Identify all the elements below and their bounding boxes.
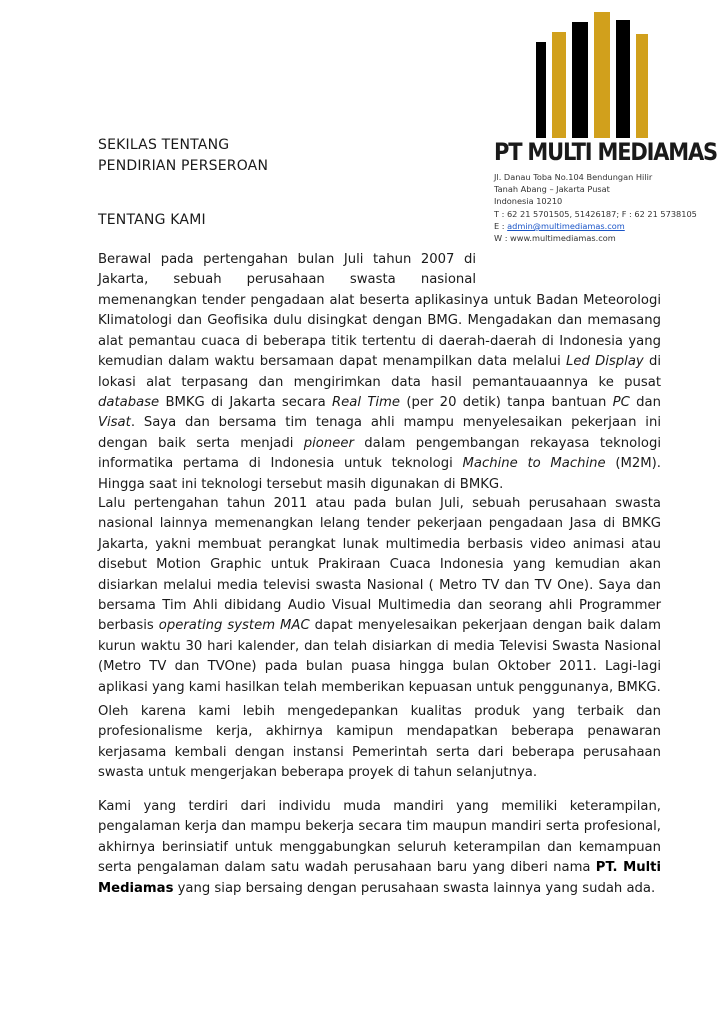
logo-bar-2	[552, 32, 566, 138]
paragraph-3: Oleh karena kami lebih mengedepankan kualitas produk yang terbaik dan profesionalisme kerja, akhirnya kamipun mendapatkan beberapa penawaran kerjasama kembali dengan instansi Pemerintah serta dari beberapa perusahaan swasta untuk mengerjakan beberapa proyek di tahun selanjutnya.	[98, 704, 661, 781]
section-heading: TENTANG KAMI	[98, 212, 206, 228]
company-logo-icon	[536, 12, 648, 138]
p1-text-c: BMKG di Jakarta secara	[159, 395, 332, 411]
p1-text-h: (M2M). Hingga saat ini teknologi tersebut masih digunakan di BMKG.	[98, 456, 661, 492]
p2-text-b: dapat menyelesaikan pekerjaan dengan baik dalam kurun waktu 30 hari kalender, dan telah disiarkan di media Televisi Swasta Nasional (Metro TV dan TVOne) pada bulan puasa hingga bulan Oktober 2011. Lagi-lagi aplikasi yang kami hasilkan telah memberikan kepuasan untuk penggunanya, BMKG.	[98, 618, 661, 695]
paragraph-1-intro	[98, 250, 476, 291]
address-line-2: Tanah Abang – Jakarta Pusat	[494, 184, 610, 195]
email-prefix: E :	[494, 220, 508, 231]
page-title	[98, 135, 268, 177]
logo-bar-5	[616, 20, 630, 138]
p1-italic-database: database	[98, 395, 160, 411]
p1-italic-real-time: Real Time	[331, 395, 400, 411]
intro-line-1: Berawal pada pertengahan bulan Juli tahun 2007 di	[98, 252, 476, 267]
p1-text-b: di lokasi alat terpasang dan mengirimkan data hasil pemantauaannya ke pusat	[98, 354, 661, 390]
email-line	[494, 220, 724, 232]
title-line-1: SEKILAS TENTANG	[98, 137, 230, 153]
company-name: PT MULTI MEDIAMAS	[494, 138, 717, 166]
contact-block	[494, 171, 724, 244]
p1-text-f: . Saya dan bersama tim tenaga ahli mampu menyelesaikan pekerjaan ini dengan baik serta menjadi	[98, 415, 661, 451]
paragraph-1	[98, 291, 661, 495]
p1-text-e: dan	[629, 395, 661, 411]
logo-bar-6	[636, 34, 648, 138]
company-brand-name: PT. Multi Mediamas	[98, 860, 661, 896]
p1-italic-led-display: Led Display	[566, 354, 644, 370]
p2-italic-os-mac: operating system MAC	[158, 618, 310, 634]
paragraph-4	[98, 797, 661, 899]
title-line-2: PENDIRIAN PERSEROAN	[98, 158, 269, 174]
phone-fax: T : 62 21 5701505, 51426187; F : 62 21 5738105	[494, 208, 697, 219]
p1-italic-m2m: Machine to Machine	[462, 456, 606, 472]
p2-text-a: Lalu pertengahan tahun 2011 atau pada bulan Juli, sebuah perusahaan swasta nasional lainnya memenangkan lelang tender pekerjaan pengadaan Jasa di BMKG Jakarta, yakni membuat perangkat lunak multimedia berbasis video animasi atau disebut Motion Graphic untuk Prakiraan Cuaca Indonesia yang kemudian akan disiarkan melalui media televisi swasta Nasional ( Metro TV dan TV One). Saya dan bersama Tim Ahli dibidang Audio Visual Multimedia dan seorang ahli Programmer berbasis	[98, 496, 661, 634]
p1-italic-pioneer: pioneer	[303, 435, 354, 451]
p1-italic-pc: PC	[612, 395, 630, 411]
p1-text-g: dalam pengembangan rekayasa teknologi informatika pertama di Indonesia untuk teknologi	[98, 435, 661, 472]
p1-text-a: memenangkan tender pengadaan alat beserta aplikasinya untuk Badan Meteorologi Klimatologi dan Geofisika dulu disingkat dengan BMG. Mengadakan dan memasang alat pemantau cuaca di beberapa titik tertentu di daerah-daerah di Indonesia yang kemudian dalam waktu bersamaan dapat menampilkan data melalui	[98, 293, 661, 370]
logo-bar-1	[536, 42, 546, 138]
logo-bar-4	[594, 12, 610, 138]
logo-bar-3	[572, 22, 588, 138]
p4-text-b: yang siap bersaing dengan perusahaan swasta lainnya yang sudah ada.	[173, 880, 656, 896]
paragraph-2	[98, 494, 661, 698]
p1-text-d: (per 20 detik) tanpa bantuan	[400, 395, 613, 411]
address-line-1: Jl. Danau Toba No.104 Bendungan Hilir	[494, 172, 653, 182]
website: W : www.multimediamas.com	[494, 233, 616, 244]
address-line-3: Indonesia 10210	[494, 196, 563, 207]
p1-italic-visat: Visat	[98, 415, 131, 431]
p4-text-a: Kami yang terdiri dari individu muda mandiri yang memiliki keterampilan, pengalaman kerja dan mampu bekerja secara tim maupun mandiri serta profesional, akhirnya berinsiatif untuk menggabungkan seluruh keterampilan dan kemampuan serta pengalaman dalam satu wadah perusahaan baru yang diberi nama	[98, 799, 661, 876]
email-link[interactable]: admin@multimediamas.com	[507, 220, 625, 231]
intro-line-2: Jakarta, sebuah perusahaan swasta nasional	[98, 272, 476, 288]
